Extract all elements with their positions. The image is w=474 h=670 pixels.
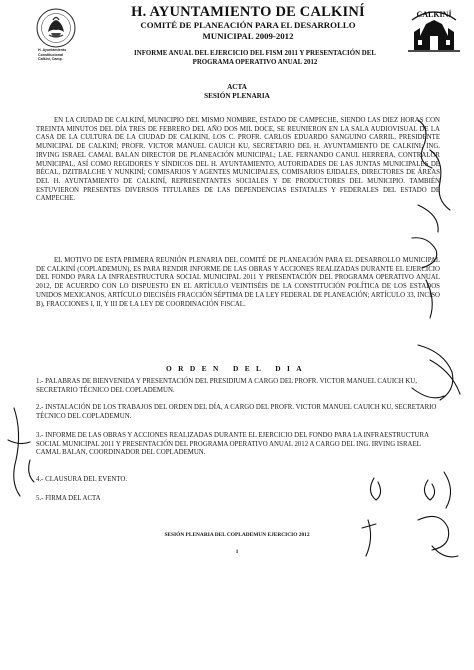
- report-title: [114, 50, 396, 67]
- body-paragraph-1: EN LA CIUDAD DE CALKINÍ, MUNICIPIO DEL MISMO NOMBRE, ESTADO DE CAMPECHE, SIENDO LAS DIEZ HORAS CON TREINTA MINUTOS DEL DÍA TRES DE FEBRERO DEL AÑO DOS MIL DOCE, SE REUNIERON EN LA SALA AUDIOVISUAL DE LA CASA DE LA CULTURA DE LA CIUDAD DE CALKINI, LOS C. PROFR. CARLOS EDUARDO SANGUINO CARRIL, PRESIDENTE MUNICIPAL DE CALKINÍ; PROFR. VICTOR MANUEL CAUICH KU, SECRETARIO DEL H. AYUNTAMIENTO DE CALKINI; ING. IRVING ISRAEL CAMAL BALAN DIRECTOR DE PLANEACIÓN MUNICIPAL; LAE. FERNANDO CANUL HERRERA, CONTRALOR MUNICIPAL, ASÍ COMO REGIDORES Y SÍNDICOS DEL H. AYUNTAMIENTO, AUTORIDADES DE LAS JUNTAS MUNICIPALES DE BÉCAL, DZITBALCHE Y NUNKINÍ; COMISARIOS Y AGENTES MUNICIPALES, COMISARIOS EJIDALES, DIRECTORES DE ÁREAS DEL H. AYUNTAMIENTO DE CALKINÍ, REPRESENTANTES SOCIALES Y DE PRODUCTORES DEL MUNICIPIO. TAMBIÉN ESTUVIERON PRESENTES DIVERSOS TITULARES DE LAS DEPENDENCIAS ESTATALES Y FEDERALES DEL ESTADO DE CAMPECHE.: [36, 117, 440, 203]
- page-title: H. AYUNTAMIENTO DE CALKINÍ: [131, 4, 365, 20]
- mexican-coat-of-arms-seal: [36, 8, 76, 48]
- agenda-item: 1.- PALABRAS DE BIENVENIDA Y PRESENTACIÓN DEL PRESIDIUM A CARGO DEL PROFR. VICTOR MANUEL CAUICH KU, SECRETARIO TÉCNICO DEL COPLADEMUN.: [36, 378, 417, 394]
- seal-caption: [38, 48, 118, 62]
- committee-name: COMITÉ DE PLANEACIÓN PARA EL DESARROLLO: [140, 20, 356, 30]
- document-footer: SESIÓN PLENARIA DEL COPLADEMUN EJERCICIO 2012: [164, 532, 310, 538]
- agenda-item: 2.- INSTALACIÓN DE LOS TRABAJOS DEL ORDEN DEL DÍA, A CARGO DEL PROFR. VICTOR MANUEL CAUICH KU, SECRETARIO TÉCNICO DEL COPLADEMUN.: [36, 404, 437, 420]
- seal-caption-line: Calkiní, Camp.: [38, 57, 63, 62]
- seal-caption-line: H. Ayuntamiento: [38, 48, 67, 52]
- report-title-line: INFORME ANUAL DEL EJERCICIO DEL FISM 2011 Y PRESENTACIÓN DEL: [134, 50, 376, 57]
- administration-period: MUNICIPAL 2009-2012: [202, 31, 294, 41]
- page-number: 1: [235, 549, 239, 555]
- agenda-item: 3.- INFORME DE LAS OBRAS Y ACCIONES REALIZADAS DURANTE EL EJERCICIO DEL FONDO PARA LA INFRAESTRUCTURA SOCIAL MUNICIPAL 2011 Y PRESENTACIÓN DEL PROGRAMA OPERATIVO ANUAL 2012 A CARGO DEL ING. IRVING ISRAEL CAMAL BALAN, COORDINADOR DEL COPLADEMUN.: [36, 432, 429, 457]
- report-title-line: PROGRAMA OPERATIVO ANUAL 2012: [192, 58, 318, 66]
- agenda-item: 4.- CLAUSURA DEL EVENTO.: [36, 476, 128, 483]
- acta-subtitle: SESIÓN PLENARIA: [204, 92, 270, 100]
- agenda-item: 5.- FIRMA DEL ACTA: [36, 495, 101, 502]
- svg-text:CALKINÍ: CALKINÍ: [416, 10, 452, 19]
- acta-title: ACTA: [227, 83, 247, 91]
- calkini-logo: [404, 6, 464, 54]
- seal-caption-line: Constitucional: [38, 52, 63, 57]
- agenda-heading: ORDEN DEL DIA: [166, 364, 308, 373]
- body-paragraph-2: EL MOTIVO DE ESTA PRIMERA REUNIÓN PLENARIA DEL COMITÉ DE PLANEACIÓN PARA EL DESARROLLO MUNICIPAL DE CALKINÍ (COPLADEMUN), ES PARA RENDIR INFORME DE LAS OBRAS Y ACCIONES REALIZADAS DURANTE EL EJERCICIO DEL FONDO PARA LA INFRAESTRUCTURA SOCIAL MUNICIPAL 2011 Y PRESENTACIÓN DEL PROGRAMA OPERATIVO ANUAL 2012, DE ACUERDO CON LO DISPUESTO EN EL ARTÍCULO VEINTISÉIS DE LA CONSTITUCIÓN POLÍTICA DE LOS ESTADOS UNIDOS MEXICANOS, ARTÍCULO DIECISÉIS FRACCIÓN SÉPTIMA DE LA LEY FEDERAL DE PLANEACIÓN; ARTÍCULO 33, INCISO B), FRACCIONES I, II, Y III DE LA LEY DE COORDINACIÓN FISCAL.: [36, 257, 440, 308]
- acta-heading: [0, 83, 474, 101]
